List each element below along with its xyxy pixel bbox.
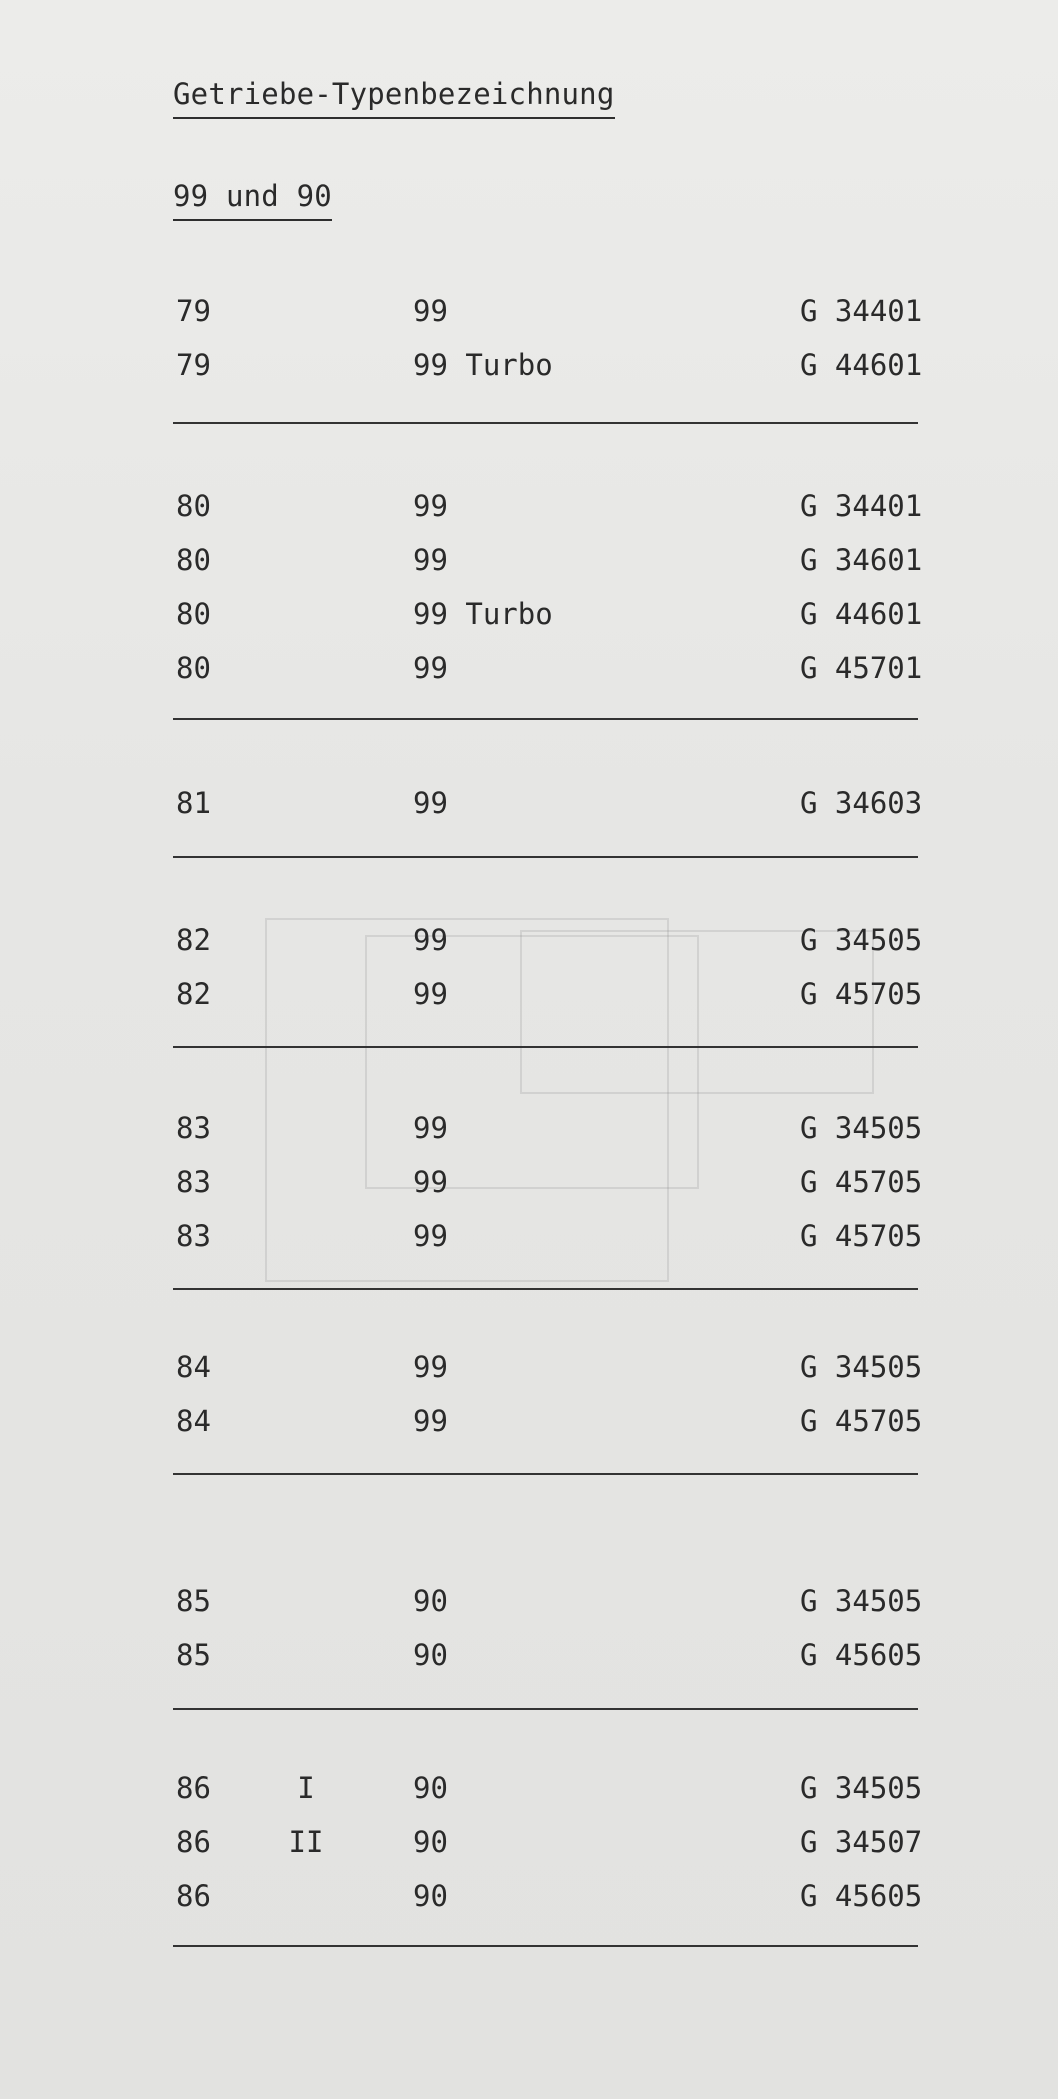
year-cell: 79 <box>176 348 211 382</box>
group-divider <box>173 856 918 858</box>
model-cell: 99 <box>413 651 448 685</box>
gearbox-code-cell: G 45701 <box>800 651 923 685</box>
model-cell: 99 <box>413 1219 448 1253</box>
group-divider <box>173 718 918 720</box>
model-cell: 90 <box>413 1879 448 1913</box>
gearbox-code-cell: G 34401 <box>800 489 923 523</box>
table-row <box>173 1209 923 1263</box>
gearbox-code-cell: G 45705 <box>800 1165 923 1199</box>
group-divider <box>173 422 918 424</box>
model-cell: 90 <box>413 1584 448 1618</box>
year-cell: 83 <box>176 1111 211 1145</box>
model-cell: 99 Turbo <box>413 348 553 382</box>
model-cell: 99 <box>413 1111 448 1145</box>
table-row <box>173 587 923 641</box>
year-cell: 84 <box>176 1350 211 1384</box>
table-row <box>173 1340 923 1394</box>
section-subtitle: 99 und 90 <box>173 182 332 221</box>
gearbox-code-cell: G 45705 <box>800 1404 923 1438</box>
year-group-79 <box>173 284 923 392</box>
year-group-83 <box>173 1101 923 1263</box>
table-row <box>173 1869 923 1923</box>
gearbox-code-cell: G 34601 <box>800 543 923 577</box>
model-cell: 90 <box>413 1771 448 1805</box>
table-row <box>173 1761 923 1815</box>
gearbox-code-cell: G 45605 <box>800 1638 923 1672</box>
gearbox-code-cell: G 44601 <box>800 348 923 382</box>
model-cell: 99 <box>413 923 448 957</box>
table-row <box>173 641 923 695</box>
model-cell: 99 <box>413 489 448 523</box>
series-cell: II <box>288 1825 324 1859</box>
year-group-84 <box>173 1340 923 1448</box>
table-row <box>173 913 923 967</box>
gearbox-code-cell: G 44601 <box>800 597 923 631</box>
year-cell: 79 <box>176 294 211 328</box>
gearbox-code-cell: G 34507 <box>800 1825 923 1859</box>
year-cell: 80 <box>176 489 211 523</box>
year-cell: 82 <box>176 923 211 957</box>
group-divider <box>173 1945 918 1947</box>
year-cell: 83 <box>176 1219 211 1253</box>
year-cell: 83 <box>176 1165 211 1199</box>
year-cell: 86 <box>176 1879 211 1913</box>
model-cell: 99 <box>413 543 448 577</box>
gearbox-code-cell: G 45705 <box>800 977 923 1011</box>
series-cell: I <box>297 1771 315 1805</box>
table-row <box>173 967 923 1021</box>
gearbox-code-cell: G 34505 <box>800 1584 923 1618</box>
table-row <box>173 1628 923 1682</box>
year-cell: 80 <box>176 597 211 631</box>
table-row <box>173 1394 923 1448</box>
gearbox-code-cell: G 45605 <box>800 1879 923 1913</box>
group-divider <box>173 1473 918 1475</box>
year-cell: 85 <box>176 1638 211 1672</box>
gearbox-code-cell: G 34505 <box>800 1350 923 1384</box>
model-cell: 99 <box>413 1404 448 1438</box>
gearbox-code-cell: G 45705 <box>800 1219 923 1253</box>
year-cell: 81 <box>176 786 211 820</box>
year-cell: 80 <box>176 651 211 685</box>
year-cell: 82 <box>176 977 211 1011</box>
year-group-82 <box>173 913 923 1021</box>
table-row <box>173 338 923 392</box>
year-cell: 84 <box>176 1404 211 1438</box>
year-cell: 80 <box>176 543 211 577</box>
year-cell: 86 <box>176 1771 211 1805</box>
model-cell: 99 <box>413 977 448 1011</box>
model-cell: 90 <box>413 1638 448 1672</box>
table-row <box>173 1574 923 1628</box>
year-group-81 <box>173 776 923 830</box>
group-divider <box>173 1046 918 1048</box>
gearbox-code-cell: G 34505 <box>800 923 923 957</box>
table-row <box>173 533 923 587</box>
table-row <box>173 776 923 830</box>
table-row <box>173 284 923 338</box>
group-divider <box>173 1708 918 1710</box>
table-row <box>173 1155 923 1209</box>
model-cell: 99 Turbo <box>413 597 553 631</box>
group-divider <box>173 1288 918 1290</box>
model-cell: 99 <box>413 1350 448 1384</box>
model-cell: 99 <box>413 294 448 328</box>
year-group-80 <box>173 479 923 695</box>
model-cell: 99 <box>413 786 448 820</box>
year-group-85 <box>173 1574 923 1682</box>
table-row <box>173 1101 923 1155</box>
gearbox-code-cell: G 34505 <box>800 1771 923 1805</box>
table-row <box>173 479 923 533</box>
year-group-86 <box>173 1761 923 1923</box>
page-title: Getriebe-Typenbezeichnung <box>173 80 615 119</box>
model-cell: 99 <box>413 1165 448 1199</box>
gearbox-code-cell: G 34401 <box>800 294 923 328</box>
table-row <box>173 1815 923 1869</box>
year-cell: 85 <box>176 1584 211 1618</box>
model-cell: 90 <box>413 1825 448 1859</box>
gearbox-code-cell: G 34505 <box>800 1111 923 1145</box>
year-cell: 86 <box>176 1825 211 1859</box>
gearbox-code-cell: G 34603 <box>800 786 923 820</box>
